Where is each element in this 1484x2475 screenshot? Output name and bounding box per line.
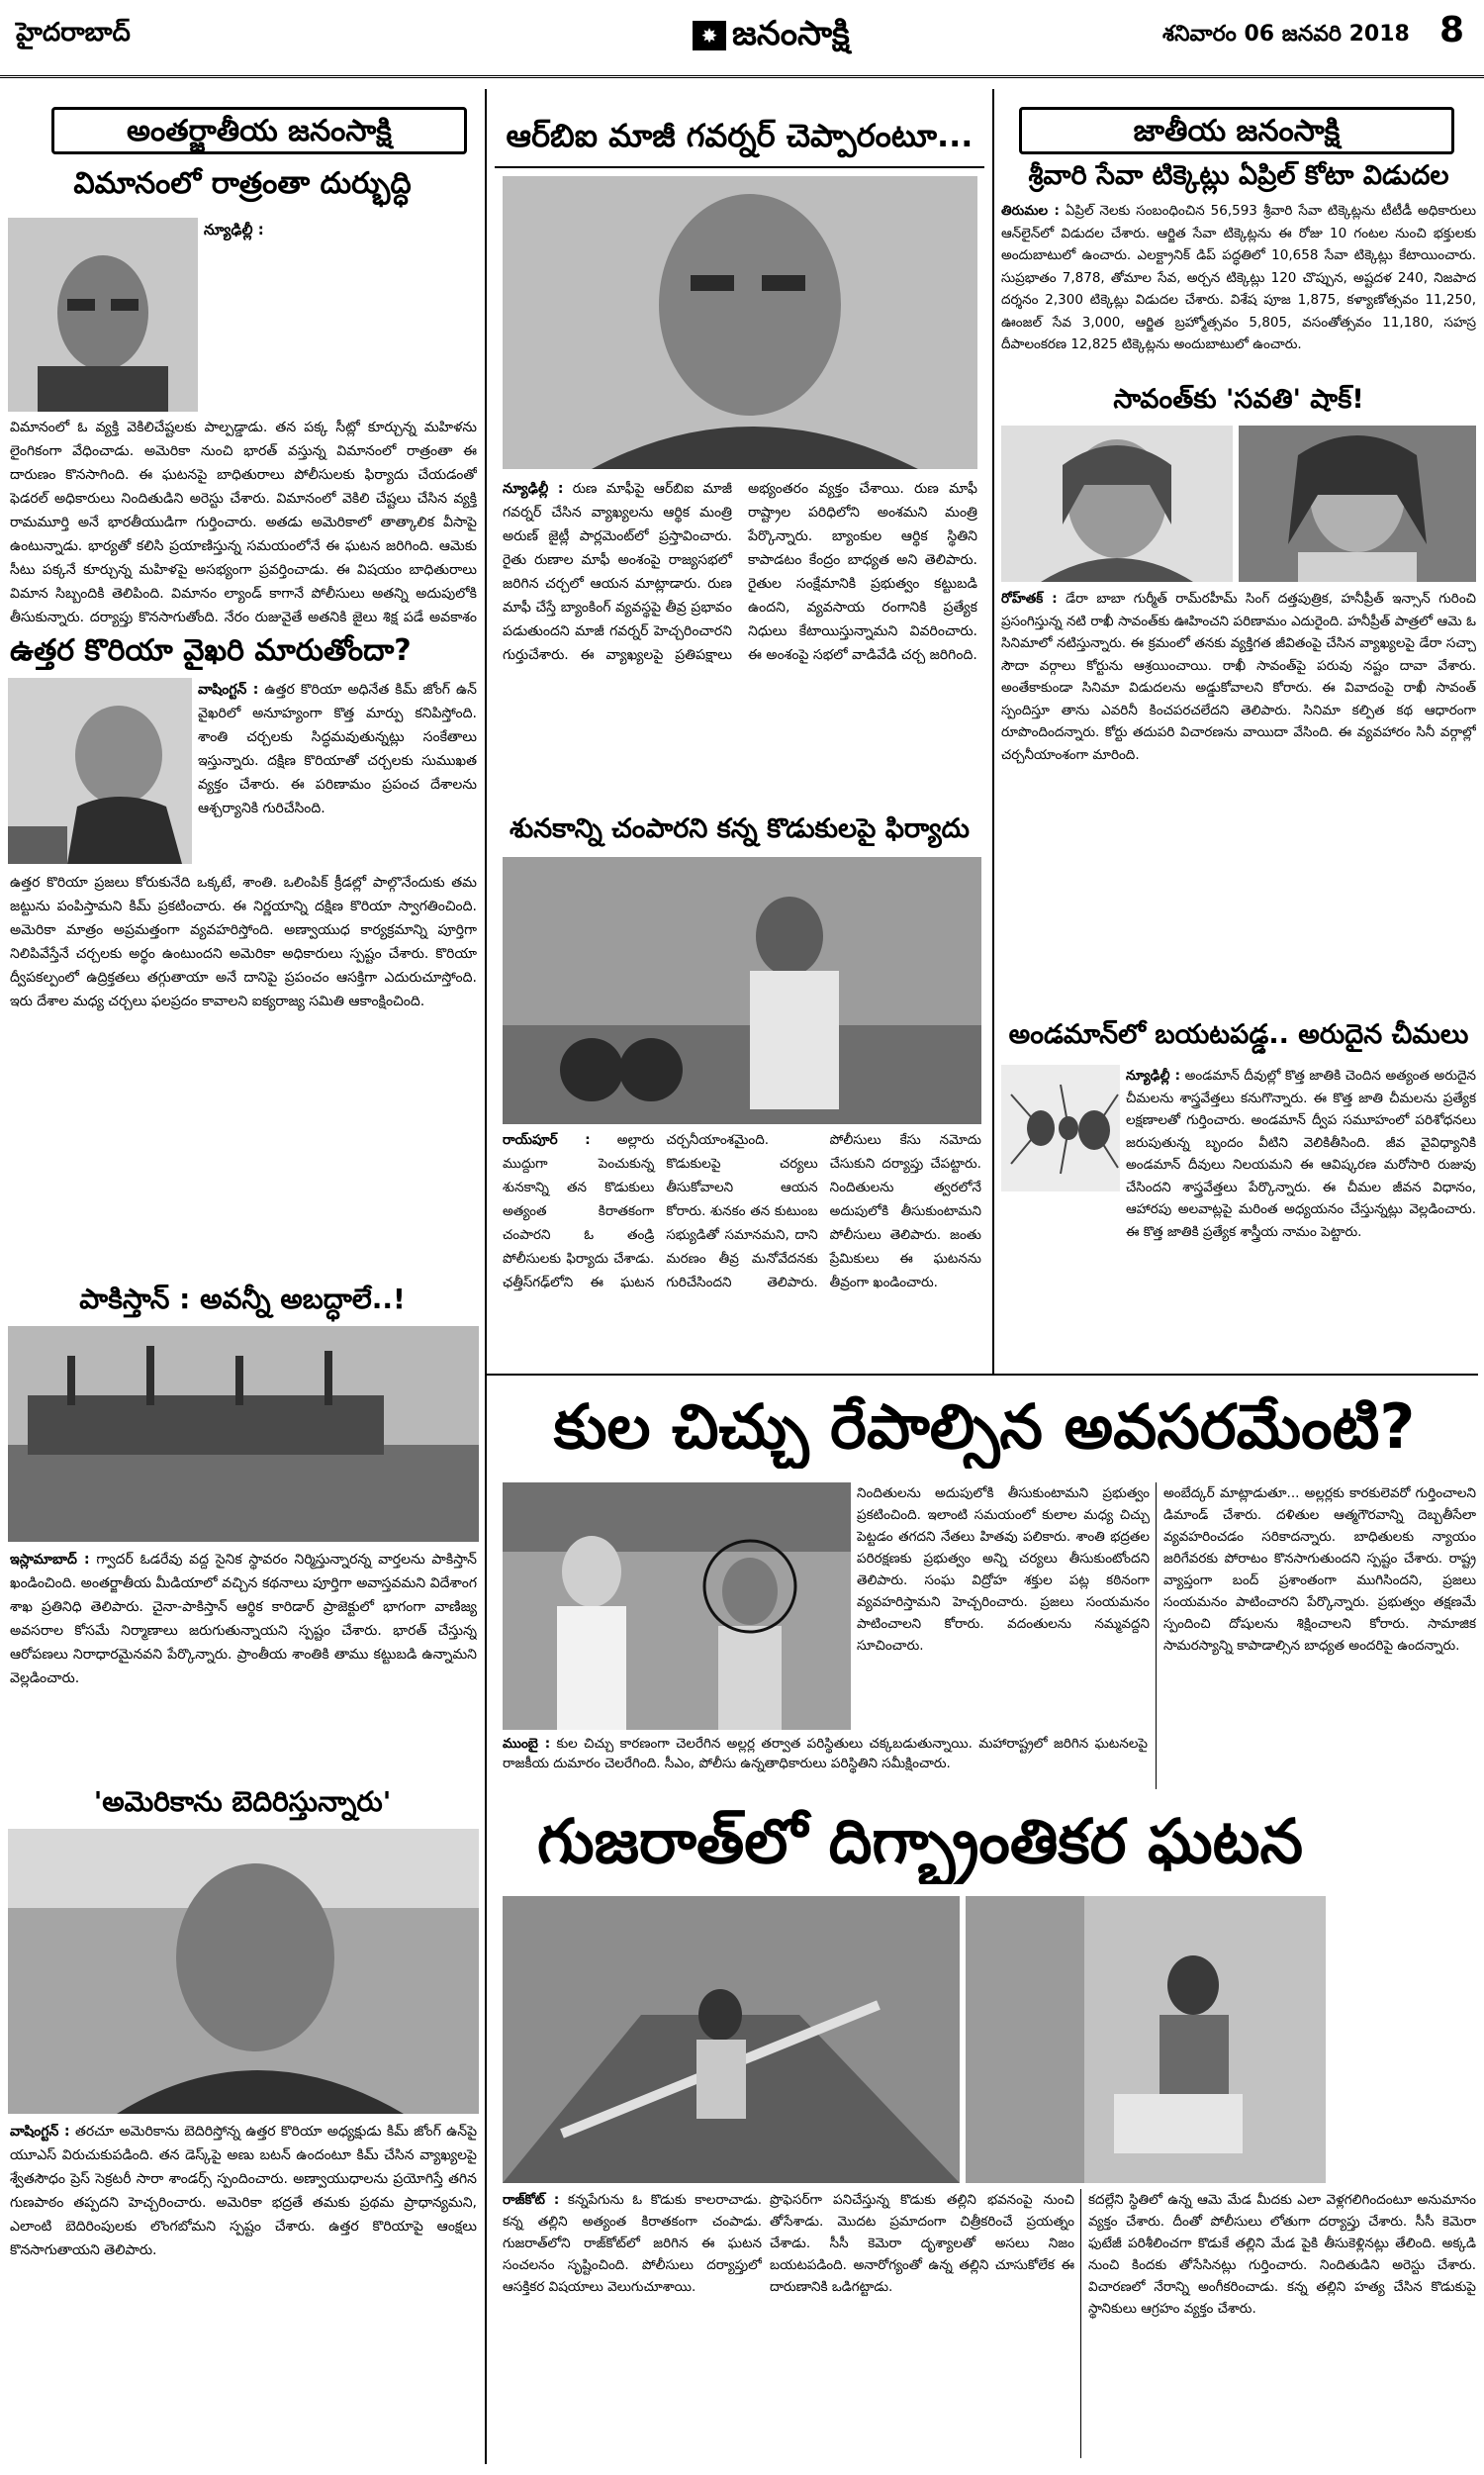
page-number: 8	[1439, 10, 1465, 50]
headline-gujarat: గుజరాత్‌లో దిగ్భ్రాంతికర ఘటన	[536, 1805, 1304, 1877]
story-dateline: రాజ్‌కోట్ :	[503, 2192, 560, 2208]
headline-pakistan: పాకిస్తాన్ : అవన్నీ అబద్ధాలే..!	[79, 1283, 406, 1315]
section-national: జాతీయ జనంసాక్షి	[1019, 107, 1454, 154]
masthead-date: శనివారం 06 జనవరి 2018	[1162, 22, 1410, 47]
photo-rakhi-sawant	[1239, 426, 1476, 582]
story-dateline: న్యూఢిల్లీ :	[503, 481, 564, 497]
spacer	[1332, 1896, 1476, 2183]
story-dog-text: అల్లారు ముద్దుగా పెంచుకున్న శునకాన్ని తన కొడుకులు అత్యంత కిరాతకంగా చంపారని ఓ తండ్రి పోలీసులకు ఫిర్యాదు చేశాడు. ఛత్తీస్‌గఢ్‌లోని ఈ ఘటన చర్చనీయాంశమైంది. కొడుకులపై చర్యలు తీసుకోవాలని ఆయన కోరారు. శునకం తన కుటుంబ సభ్యుడితో సమానమని, దాని మరణం తీవ్ర మనోవేదనకు గురిచేసిందని తెలిపారు. పోలీసులు కేసు నమోదు చేసుకుని దర్యాప్తు చేపట్టారు. నిందితులను త్వరలోనే అదుపులోకి తీసుకుంటామని పోలీసులు తెలిపారు. జంతు ప్రేమికులు ఈ ఘటనను తీవ్రంగా ఖండించారు.	[503, 1132, 981, 1290]
photo-gwadar-port	[8, 1326, 479, 1542]
story-nk-body-bottom: ఉత్తర కొరియా ప్రజలు కోరుకునేది ఒక్కటే, శాంతి. ఒలింపిక్ క్రీడల్లో పాల్గొనేందుకు తమ జట్టును పంపిస్తామని కిమ్ ప్రకటించారు. ఈ నిర్ణయాన్ని దక్షిణ కొరియా స్వాగతించింది. అమెరికా మాత్రం అప్రమత్తంగా వ్యవహరిస్తోంది. అణ్వాయుధ కార్యక్రమాన్ని పూర్తిగా నిలిపివేస్తేనే చర్చలకు అర్థం ఉంటుందని అమెరికా అధికారులు స్పష్టం చేశారు. కొరియా ద్వీపకల్పంలో ఉద్రిక్తతలు తగ్గుతాయా అనే దానిపై ప్రపంచం ఆసక్తిగా ఎదురుచూస్తోంది. ఇరు దేశాల మధ్య చర్చలు ఫలప్రదం కావాలని ఐక్యరాజ్య సమితి ఆకాంక్షించింది.	[10, 875, 477, 1009]
story-gujarat-text-left: కన్నపేగును ఓ కొడుకు కాలరాచాడు. కన్న తల్లిని అత్యంత కిరాతకంగా చంపాడు. గుజరాత్‌లోని రాజ్‌కోట్‌లో జరిగిన ఈ ఘటన సంచలనం సృష్టించింది. పోలీసులు దర్యాప్తులో ఆసక్తికర విషయాలు వెలుగుచూశాయి.	[503, 2192, 762, 2295]
headline-rule	[495, 166, 984, 168]
story-dateline: న్యూఢిల్లీ :	[204, 221, 264, 238]
photo-arun-jaitley	[503, 176, 977, 469]
column-rule	[1080, 2189, 1081, 2458]
story-nk-body-top	[198, 678, 477, 866]
story-rbi-text: రుణ మాఫీపై ఆర్‌బిఐ మాజీ గవర్నర్ చేసిన వ్యాఖ్యలను ఆర్థిక మంత్రి అరుణ్ జైట్లీ పార్లమెంట్‌లో ప్రస్తావించారు. రైతు రుణాల మాఫీ అంశంపై రాజ్యసభలో జరిగిన చర్చలో ఆయన మాట్లాడారు. రుణ మాఫీ చేస్తే బ్యాంకింగ్ వ్యవస్థపై తీవ్ర ప్రభావం పడుతుందని మాజీ గవర్నర్ హెచ్చరించారని గుర్తుచేశారు. ఈ వ్యాఖ్యలపై ప్రతిపక్షాలు అభ్యంతరం వ్యక్తం చేశాయి. రుణ మాఫీ రాష్ట్రాల పరిధిలోని అంశమని మంత్రి పేర్కొన్నారు. బ్యాంకుల ఆర్థిక స్థితిని కాపాడటం కేంద్రం బాధ్యత అని తెలిపారు. రైతుల సంక్షేమానికి ప్రభుత్వం కట్టుబడి ఉందని, వ్యవసాయ రంగానికి ప్రత్యేక నిధులు కేటాయిస్తున్నామని వివరించారు. ఈ అంశంపై సభలో వాడివేడి చర్చ జరిగింది.	[503, 481, 977, 663]
story-sawant-text: డేరా బాబా గుర్మీత్ రామ్‌రహీమ్ సింగ్ దత్తపుత్రిక, హనీప్రీత్ ఇన్సాన్ గురించి ప్రసంగిస్తున్న నటి రాఖీ సావంత్‌కు ఊహించని పరిణామం ఎదురైంది. హనీప్రీత్ పాత్రలో ఆమె ఓ సినిమాలో నటిస్తున్నారు. ఈ క్రమంలో తనకు వ్యక్తిగత జీవితంపై చేసిన వ్యాఖ్యలపై డేరా సచ్చా సౌదా వర్గాలు కోర్టును ఆశ్రయించాయి. రాఖీ సావంత్‌పై పరువు నష్టం దావా వేశారు. అంతేకాకుండా సినిమా విడుదలను అడ్డుకోవాలని కోరారు. ఈ వివాదంపై రాఖీ సావంత్ స్పందిస్తూ తాను ఎవరినీ కించపరచలేదని తెలిపారు. సినిమా కల్పిత కథ ఆధారంగా రూపొందిందన్నారు. కోర్టు తదుపరి విచారణను వాయిదా వేసింది. ఈ వ్యవహారం సినీ వర్గాల్లో చర్చనీయాంశంగా మారింది.	[1001, 591, 1476, 763]
headline-sawant: సావంత్‌కు 'సవతి' షాక్!	[1113, 384, 1364, 415]
section-international: అంతర్జాతీయ జనంసాక్షి	[51, 107, 467, 154]
story-dateline: వాషింగ్టన్ :	[198, 682, 259, 698]
story-dateline: రోహ్‌తక్ :	[1001, 591, 1058, 607]
story-nk-text-top: ఉత్తర కొరియా అధినేత కిమ్ జోంగ్ ఉన్ వైఖరిలో అనూహ్యంగా కొత్త మార్పు కనిపిస్తోంది. శాంతి చర్చలకు సిద్ధమవుతున్నట్లు సంకేతాలు ఇస్తున్నారు. దక్షిణ కొరియాతో చర్చలకు సుముఖత వ్యక్తం చేశారు. ఈ పరిణామం ప్రపంచ దేశాలను ఆశ్చర్యానికి గురిచేసింది.	[198, 682, 477, 816]
photo-modi-ambedkar	[503, 1482, 851, 1730]
story-america-body	[10, 2120, 477, 2462]
story-andaman-text: అండమాన్ దీవుల్లో కొత్త జాతికి చెందిన అత్యంత అరుదైన చీమలను శాస్త్రవేత్తలు కనుగొన్నారు. ఈ కొత్త జాతి చీమలను ప్రత్యేక లక్షణాలతో గుర్తించారు. అండమాన్ ద్వీప సమూహంలో పరిశోధనలు జరుపుతున్న బృందం వీటిని వెలికితీసింది. జీవ వైవిధ్యానికి అండమాన్ దీవులు నిలయమని ఈ ఆవిష్కరణ మరోసారి రుజువు చేసిందని శాస్త్రవేత్తలు పేర్కొన్నారు. ఈ చీమల జీవన విధానం, ఆహారపు అలవాట్లపై మరింత అధ్యయనం చేస్తున్నట్లు వెల్లడించారు. ఈ కొత్త జాతికి ప్రత్యేక శాస్త్రీయ నామం పెట్టారు.	[1126, 1068, 1476, 1240]
story-dog-body	[503, 1128, 981, 1370]
masthead-city: హైదరాబాద్	[16, 18, 131, 48]
story-dateline: న్యూఢిల్లీ :	[1126, 1068, 1180, 1084]
story-dateline: రాయ్‌పూర్ :	[503, 1132, 591, 1148]
headline-rbi: ఆర్‌బిఐ మాజీ గవర్నర్ చెప్పారంటూ...	[506, 117, 974, 154]
story-caste-body-right: అంబేద్కర్ మాట్లాడుతూ... అల్లర్లకు కారకులెవరో గుర్తించాలని డిమాండ్ చేశారు. దళితుల ఆత్మగౌరవాన్ని దెబ్బతీసేలా వ్యవహరించడం సరికాదన్నారు. బాధితులకు న్యాయం జరిగేవరకు పోరాటం కొనసాగుతుందని స్పష్టం చేశారు. రాష్ట్ర వ్యాప్తంగా బంద్ ప్రశాంతంగా ముగిసిందని, ప్రజలు సంయమనం పాటించారని పేర్కొన్నారు. ప్రభుత్వం తక్షణమే స్పందించి దోషులను శిక్షించాలని కోరారు. సామాజిక సామరస్యాన్ని కాపాడాల్సిన బాధ్యత అందరిపై ఉందన్నారు.	[1163, 1485, 1476, 1654]
story-flight-body: విమానంలో ఓ వ్యక్తి వెకిలిచేష్టలకు పాల్పడ్డాడు. తన పక్క సీట్లో కూర్చున్న మహిళను లైంగికంగా వేధించాడు. అమెరికా నుంచి భారత్ వస్తున్న విమానంలో రాత్రంతా ఈ దారుణం కొనసాగింది. ఈ ఘటనపై బాధితురాలు పోలీసులకు ఫిర్యాదు చేయడంతో ఫెడరల్ అధికారులు నిందితుడిని అరెస్టు చేశారు. విమానంలో వెకిలి చేష్టలు చేసిన వ్యక్తి రామమూర్తి అనే భారతీయుడిగా గుర్తించారు. అతడు అమెరికాలో తాత్కాలిక వీసాపై ఉంటున్నాడు. భార్యతో కలిసి ప్రయాణిస్తున్న సమయంలోనే ఈ ఘటన జరిగింది. ఆమెకు సీటు పక్కనే కూర్చున్న మహిళపై అసభ్యంగా ప్రవర్తించాడు. ఈ విషయం బాధితురాలు విమాన సిబ్బందికి తెలిపింది. విమానం ల్యాండ్ కాగానే పోలీసులు అతన్ని అదుపులోకి తీసుకున్నారు. దర్యాప్తు కొనసాగుతోంది. నేరం రుజువైతే అతనికి జైలు శిక్ష పడే అవకాశం	[10, 420, 477, 625]
story-caste-text-left: కుల చిచ్చు కారణంగా చెలరేగిన అల్లర్ల తర్వాత పరిస్థితులు చక్కబడుతున్నాయి. మహారాష్ట్రలో జరిగిన ఘటనలపై రాజకీయ దుమారం చెలరేగింది. సీఎం, పోలీసు ఉన్నతాధికారులు పరిస్థితిని సమీక్షించారు.	[503, 1736, 1148, 1771]
story-dateline: ముంబై :	[503, 1736, 551, 1752]
headline-srivari: శ్రీవారి సేవా టిక్కెట్లు ఏప్రిల్ కోటా విడుదల	[1028, 160, 1449, 191]
headline-flight: విమానంలో రాత్రంతా దుర్భుద్ధి	[73, 166, 412, 201]
headline-andaman: అండమాన్‌లో బయటపడ్డ.. అరుదైన చీమలు	[1008, 1019, 1469, 1050]
story-pakistan-body	[10, 1548, 477, 1777]
story-srivari-body	[1001, 200, 1476, 380]
logo-icon: ✸	[693, 21, 726, 50]
photo-kim-jong-un	[8, 678, 192, 864]
story-gujarat-body-center: ప్రొఫెసర్‌గా పనిచేస్తున్న కొడుకు తల్లిని భవనంపై నుంచి తోసేశాడు. మొదట ప్రమాదంగా చిత్రీకరించే ప్రయత్నం చేశాడు. సీసీ కెమెరా దృశ్యాలతో అసలు నిజం బయటపడింది. అనారోగ్యంతో ఉన్న తల్లిని చూసుకోలేక ఈ దారుణానికి ఒడిగట్టాడు.	[770, 2192, 1074, 2295]
story-dateline: వాషింగ్టన్ :	[10, 2124, 70, 2140]
story-dateline: తిరుమల :	[1001, 203, 1060, 219]
story-dateline: ఇస్లామాబాద్ :	[10, 1552, 90, 1568]
paper-name: జనంసాక్షి	[732, 14, 850, 53]
photo-honeypreet	[1001, 426, 1233, 582]
story-srivari-text: ఏప్రిల్ నెలకు సంబంధించిన 56,593 శ్రీవారి సేవా టిక్కెట్లను టీటీడీ అధికారులు ఆన్‌లైన్‌లో విడుదల చేశారు. ఆర్జిత సేవా టిక్కెట్లను ఈ రోజు 10 గంటల నుంచి భక్తులకు అందుబాటులో ఉంచారు. ఎలక్ట్రానిక్ డిప్ పద్ధతిలో 10,658 సేవా టిక్కెట్లు కేటాయించారు. సుప్రభాతం 7,878, తోమాల సేవ, అర్చన టిక్కెట్లు 120 చొప్పున, అష్టదళ 240, నిజపాద దర్శనం 2,300 టిక్కెట్లు విడుదల చేశారు. విశేష పూజ 1,875, కళ్యాణోత్సవం 11,250, ఊంజల్ సేవ 3,000, ఆర్జిత బ్రహ్మోత్సవం 5,805, వసంతోత్సవం 11,180, సహస్ర దీపాలంకరణ 12,825 టిక్కెట్లను అందుబాటులో ఉంచారు.	[1001, 203, 1476, 352]
story-gujarat-body-right: కదల్లేని స్థితిలో ఉన్న ఆమె మేడ మీదకు ఎలా వెళ్లగలిగిందంటూ అనుమానం వ్యక్తం చేశారు. దీంతో పోలీసులు లోతుగా దర్యాప్తు చేశారు. సీసీ కెమెరా ఫుటేజీ పరిశీలించగా కొడుకే తల్లిని మేడ పైకి తీసుకెళ్లినట్లు తేలింది. అక్కడి నుంచి కిందకు తోసేసినట్లు గుర్తించారు. నిందితుడిని అరెస్టు చేశారు. విచారణలో నేరాన్ని అంగీకరించాడు. కన్న తల్లిని హత్య చేసిన కొడుకుపై స్థానికులు ఆగ్రహం వ్యక్తం చేశారు.	[1088, 2192, 1476, 2317]
column-rule	[1156, 1482, 1157, 1789]
story-andaman-body	[1126, 1065, 1476, 1374]
headline-america-threat: 'అమెరికాను బెదిరిస్తున్నారు'	[93, 1785, 392, 1818]
story-sawant-body	[1001, 588, 1476, 1011]
photo-accused-man	[8, 218, 198, 412]
masthead-logo	[693, 14, 850, 61]
photo-father-dog	[503, 857, 981, 1124]
column-rule	[992, 89, 994, 1376]
headline-north-korea: ఉత్తర కొరియా వైఖరి మారుతోందా?	[10, 633, 412, 668]
column-rule	[485, 89, 487, 1376]
photo-ant	[1001, 1065, 1120, 1191]
story-flight-body-side	[204, 218, 477, 408]
section-rule	[487, 1374, 1478, 1376]
photo-cctv-room	[966, 1896, 1326, 2183]
story-caste-body-left	[503, 1734, 1148, 1795]
headline-dog: శునకాన్ని చంపారని కన్న కొడుకులపై ఫిర్యాదు	[509, 813, 970, 844]
column-rule	[485, 1376, 487, 2464]
story-rbi-body	[503, 477, 977, 813]
photo-cctv-stairs	[503, 1896, 960, 2183]
story-pakistan-text: గ్వాదర్ ఓడరేవు వద్ద సైనిక స్థావరం నిర్మిస్తున్నారన్న వార్తలను పాకిస్తాన్ ఖండించింది. అంతర్జాతీయ మీడియాలో వచ్చిన కథనాలు పూర్తిగా అవాస్తవమని విదేశాంగ శాఖ ప్రతినిధి తెలిపారు. చైనా-పాకిస్తాన్ ఆర్థిక కారిడార్ ప్రాజెక్టులో భాగంగా వాణిజ్య అవసరాల కోసమే నిర్మాణాలు జరుగుతున్నాయని స్పష్టం చేశారు. భారత్ చేస్తున్న ఆరోపణలు నిరాధారమైనవని పేర్కొన్నారు. ప్రాంతీయ శాంతికి తాము కట్టుబడి ఉన్నామని వెల్లడించారు.	[10, 1552, 477, 1686]
headline-caste: కుల చిచ్చు రేపాల్సిన అవసరమేంటి?	[553, 1390, 1416, 1463]
story-caste-body-center: నిందితులను అదుపులోకి తీసుకుంటామని ప్రభుత్వం ప్రకటించింది. ఇలాంటి సమయంలో కులాల మధ్య చిచ్చు పెట్టడం తగదని నేతలు హితవు పలికారు. శాంతి భద్రతల పరిరక్షణకు ప్రభుత్వం అన్ని చర్యలు తీసుకుంటోందని తెలిపారు. సంఘ విద్రోహ శక్తుల పట్ల కఠినంగా వ్యవహరిస్తామని హెచ్చరించారు. ప్రజలు సంయమనం పాటించాలని కోరారు. వదంతులను నమ్మవద్దని సూచించారు.	[857, 1485, 1150, 1654]
photo-sarah-sanders	[8, 1829, 479, 2114]
story-gujarat-body-left	[503, 2189, 762, 2458]
story-america-text: తరచూ అమెరికాను బెదిరిస్తోన్న ఉత్తర కొరియా అధ్యక్షుడు కిమ్ జోంగ్ ఉన్‌పై యూఎస్ విరుచుకుపడింది. తన డెస్క్‌పై అణు బటన్ ఉందంటూ కిమ్ చేసిన వ్యాఖ్యలపై శ్వేతసౌధం ప్రెస్ సెక్రటరీ సారా శాండర్స్ స్పందించారు. అణ్వాయుధాలను ప్రయోగిస్తే తగిన గుణపాఠం తప్పదని హెచ్చరించారు. అమెరికా భద్రతే తమకు ప్రథమ ప్రాధాన్యమని, ఎలాంటి బెదిరింపులకు లొంగబోమని స్పష్టం చేశారు. ఉత్తర కొరియాపై ఆంక్షలు కొనసాగుతాయని తెలిపారు.	[10, 2124, 477, 2258]
